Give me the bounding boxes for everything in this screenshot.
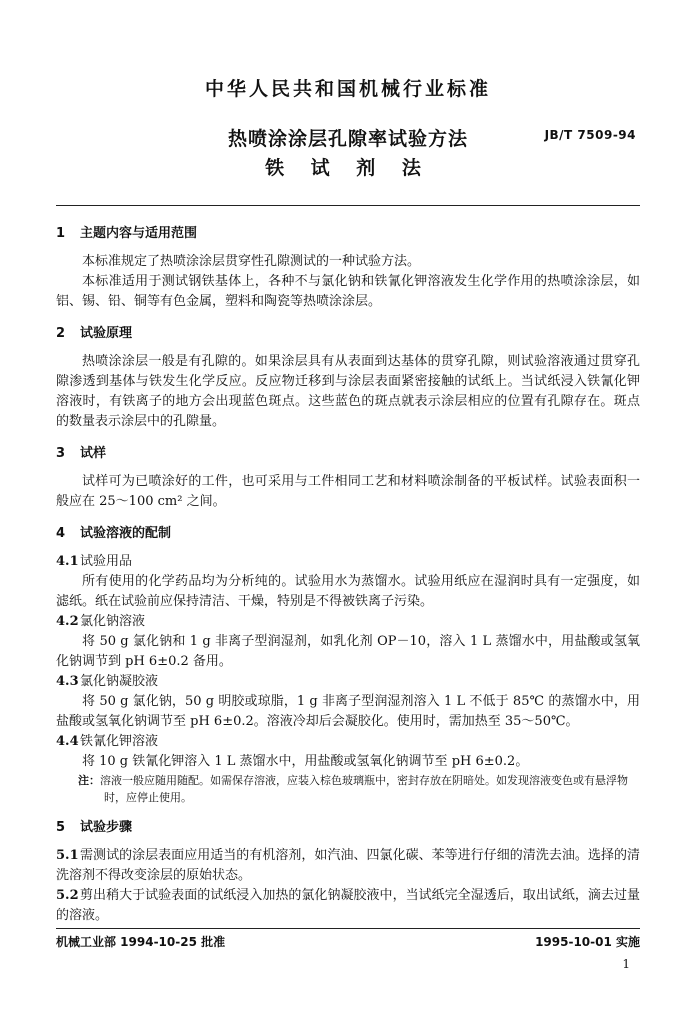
section-5-heading: [56, 818, 640, 838]
subsection-title: 试验用品: [80, 554, 133, 569]
subsection-4-1-heading: [56, 552, 640, 572]
clause-5-2: [56, 886, 640, 926]
section-title: 试样: [80, 446, 107, 461]
clause-text: 需测试的涂层表面应用适当的有机溶剂，如汽油、四氯化碳、苯等进行仔细的清洗去油。选择的清洗溶剂不得改变涂层的原始状态。: [56, 848, 640, 883]
section-2-paragraph: 热喷涂涂层一般是有孔隙的。如果涂层具有从表面到达基体的贯穿孔隙，则试验溶液通过贯穿孔隙渗透到基体与铁发生化学反应。反应物迁移到与涂层表面紧密接触的试纸上。当试纸浸入铁氰化钾溶液时，有铁离子的地方会出现蓝色斑点。这些蓝色的斑点就表示涂层相应的位置有孔隙存在。斑点的数量表示涂层中的孔隙量。: [56, 354, 640, 429]
clause-5-1: [56, 846, 640, 886]
section-number: 2: [56, 326, 66, 341]
section-number: 5: [56, 820, 66, 835]
subsection-number: 4.2: [56, 614, 79, 629]
page-number: 1: [622, 957, 630, 971]
implementation-date: 1995-10-01 实施: [535, 935, 640, 949]
subsection-title: 氯化钠凝胶液: [80, 674, 159, 689]
subsection-4-4-paragraph: 将 10 g 铁氰化钾溶入 1 L 蒸馏水中，用盐酸或氢氧化钠调节至 pH 6±0.2。: [82, 754, 529, 769]
section-3-heading: [56, 444, 640, 464]
section-number: 1: [56, 226, 66, 241]
subsection-4-3-paragraph: 将 50 g 氯化钠，50 g 明胶或琼脂，1 g 非离子型润湿剂溶入 1 L 不低于 85℃ 的蒸馏水中，用盐酸或氢氧化钠调节至 pH 6±0.2。溶液冷却后会凝胶化。使用时，需加热至 35～50℃。: [56, 694, 640, 729]
subsection-4-2-heading: [56, 612, 640, 632]
subsection-number: 4.3: [56, 674, 79, 689]
section-title: 试验溶液的配制: [80, 526, 172, 541]
section-1-paragraph-2: 本标准适用于测试钢铁基体上，各种不与氯化钠和铁氰化钾溶液发生化学作用的热喷涂涂层，如铝、锡、铅、铜等有色金属，塑料和陶瓷等热喷涂涂层。: [56, 274, 640, 309]
subsection-number: 4.4: [56, 734, 79, 749]
standard-category: 中华人民共和国机械行业标准: [204, 78, 491, 100]
section-number: 4: [56, 526, 66, 541]
header-divider: [56, 205, 640, 206]
subsection-title: 铁氰化钾溶液: [80, 734, 159, 749]
section-title: 主题内容与适用范围: [80, 226, 198, 241]
standard-code: JB/T 7509-94: [544, 128, 636, 142]
approval-line: 机械工业部 1994-10-25 批准: [56, 935, 226, 949]
document-title: 热喷涂涂层孔隙率试验方法: [227, 128, 468, 150]
subsection-4-1-paragraph: 所有使用的化学药品均为分析纯的。试验用水为蒸馏水。试验用纸应在湿润时具有一定强度，如滤纸。纸在试验前应保持清洁、干燥，特别是不得被铁离子污染。: [56, 574, 640, 609]
clause-text: 剪出稍大于试验表面的试纸浸入加热的氯化钠凝胶液中，当试纸完全湿透后，取出试纸，滴去过量的溶液。: [56, 888, 640, 923]
section-title: 试验原理: [80, 326, 133, 341]
section-4-heading: [56, 524, 640, 544]
note-label: 注：: [78, 774, 100, 787]
footer-divider: [56, 928, 640, 929]
document-body: [56, 224, 640, 926]
subsection-4-2-paragraph: 将 50 g 氯化钠和 1 g 非离子型润湿剂，如乳化剂 OP－10，溶入 1 L 蒸馏水中，用盐酸或氢氧化钠调节到 pH 6±0.2 备用。: [56, 634, 640, 669]
note-text: 溶液一般应随用随配。如需保存溶液，应装入棕色玻璃瓶中，密封存放在阴暗处。如发现溶液变色或有悬浮物时，应停止使用。: [100, 774, 628, 804]
document-subtitle: 铁 试 剂 法: [265, 157, 431, 179]
section-2-heading: [56, 324, 640, 344]
section-title: 试验步骤: [80, 820, 133, 835]
subsection-4-4-heading: [56, 732, 640, 752]
section-1-paragraph-1: 本标准规定了热喷涂涂层贯穿性孔隙测试的一种试验方法。: [82, 254, 421, 269]
clause-number: 5.1: [56, 848, 79, 863]
subsection-4-3-heading: [56, 672, 640, 692]
subsection-number: 4.1: [56, 554, 79, 569]
section-1-heading: [56, 224, 640, 244]
section-number: 3: [56, 446, 66, 461]
section-3-paragraph: 试样可为已喷涂好的工件，也可采用与工件相同工艺和材料喷涂制备的平板试样。试验表面积一般应在 25～100 cm² 之间。: [56, 474, 640, 509]
clause-number: 5.2: [56, 888, 79, 903]
subsection-title: 氯化钠溶液: [80, 614, 146, 629]
solution-note: [78, 772, 640, 806]
